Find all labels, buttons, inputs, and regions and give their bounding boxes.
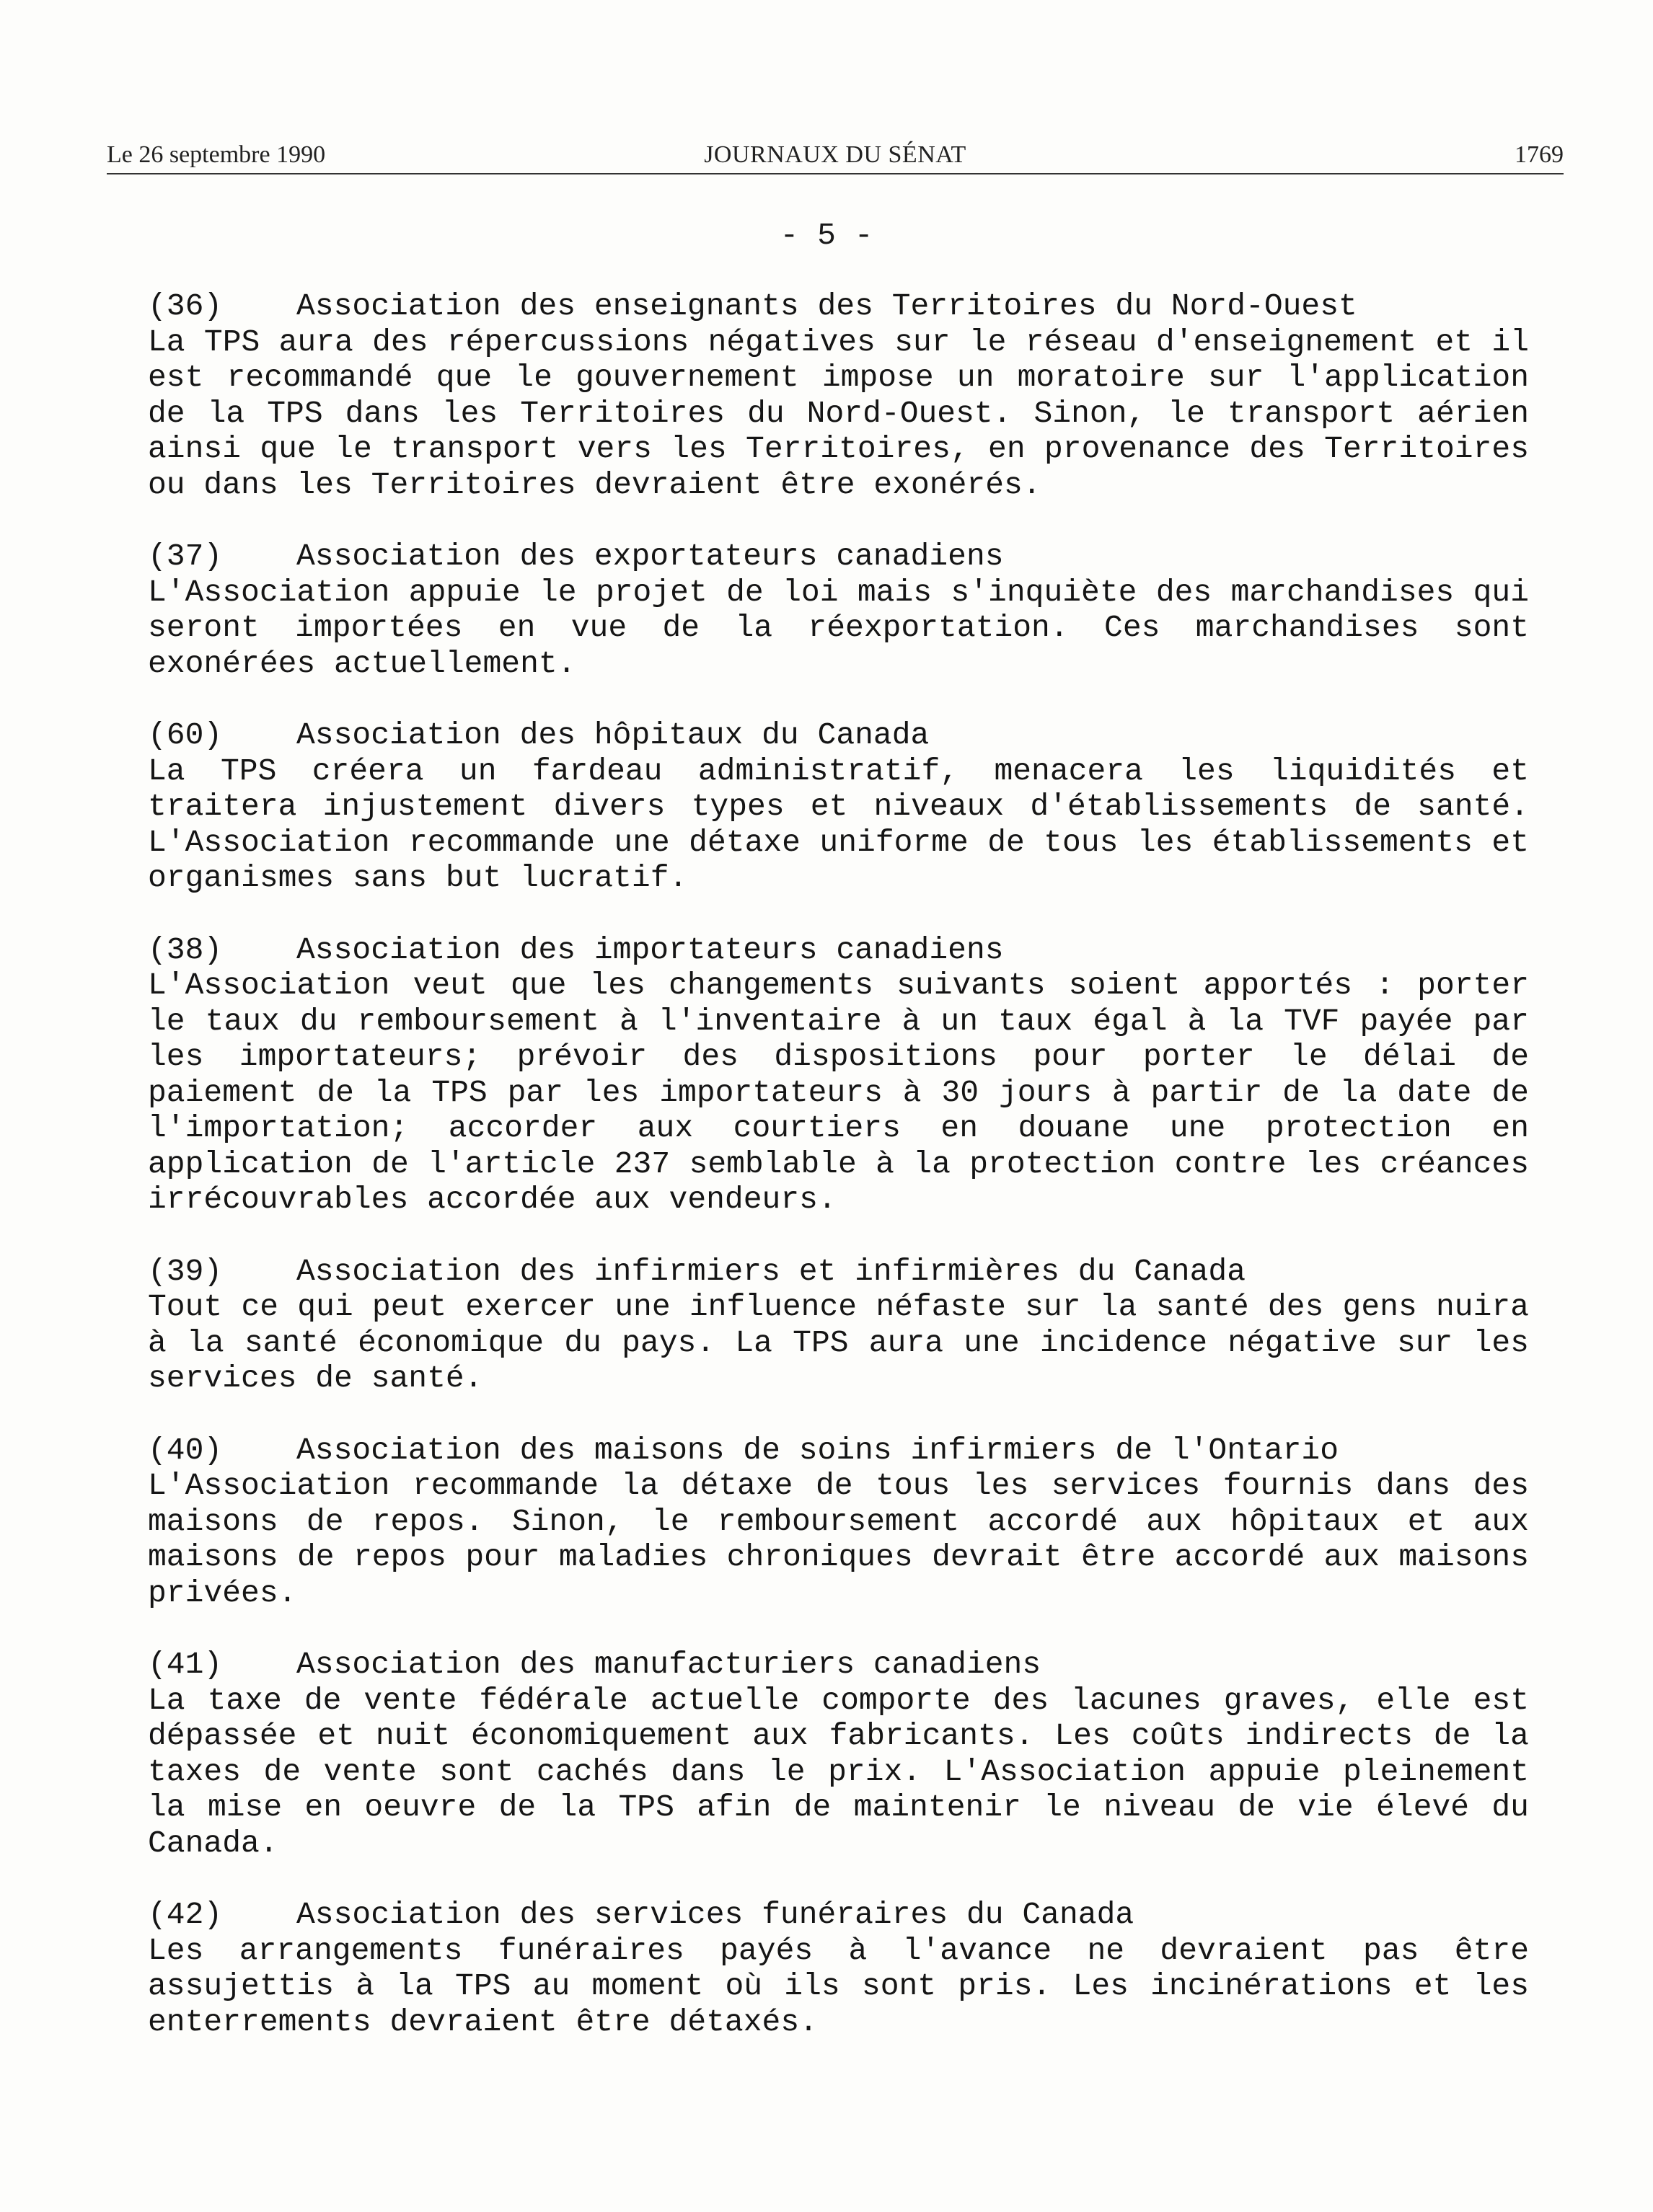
entry-heading <box>148 1433 1529 1469</box>
entry-organization: Association des hôpitaux du Canada <box>296 717 930 753</box>
entry-number: (40) <box>148 1432 223 1468</box>
entry-summary: La taxe de vente fédérale actuelle comporte des lacunes graves, elle est dépassée et nuit économiquement aux fabricants. Les coûts indirects de la taxes de vente sont cachés dans le prix. L'Association appuie pleinement la mise en oeuvre de la TPS afin de maintenir le niveau de vie élevé du Canada. <box>148 1682 1529 1861</box>
submission-entry <box>148 932 1529 1218</box>
entry-organization: Association des manufacturiers canadiens <box>296 1647 1041 1682</box>
entry-summary: La TPS créera un fardeau administratif, menacera les liquidités et traitera injustement divers types et niveaux d'établissements de santé. L'Association recommande une détaxe uniforme de tous les établissements et organismes sans but lucratif. <box>148 753 1529 895</box>
entry-heading <box>148 1647 1529 1683</box>
header-date: Le 26 septembre 1990 <box>107 141 326 168</box>
entry-number: (38) <box>148 932 223 968</box>
entry-summary: L'Association veut que les changements suivants soient apportés : porter le taux du remboursement à l'inventaire à un taux égal à la TVF payée par les importateurs; prévoir des dispositions pour porter le délai de paiement de la TPS par les importateurs à 30 jours à partir de la date de l'importation; accorder aux courtiers en douane une protection en application de l'article 237 semblable à la protection contre les créances irrécouvrables accordée aux vendeurs. <box>148 968 1529 1217</box>
entry-organization: Association des infirmiers et infirmières du Canada <box>296 1253 1246 1289</box>
entry-organization: Association des importateurs canadiens <box>296 932 1004 968</box>
entry-organization: Association des exportateurs canadiens <box>296 539 1004 574</box>
entry-heading <box>148 1897 1529 1933</box>
submission-entry <box>148 717 1529 896</box>
entry-organization: Association des maisons de soins infirmiers de l'Ontario <box>296 1432 1339 1468</box>
header-rule <box>107 173 1564 174</box>
entry-summary: L'Association appuie le projet de loi mais s'inquiète des marchandises qui seront importées en vue de la réexportation. Ces marchandises sont exonérées actuellement. <box>148 574 1529 681</box>
entry-number: (41) <box>148 1647 223 1682</box>
entry-number: (36) <box>148 288 223 324</box>
entry-heading <box>148 1254 1529 1290</box>
entry-organization: Association des enseignants des Territoires du Nord-Ouest <box>296 288 1357 324</box>
header-journal-title: JOURNAUX DU SÉNAT <box>704 141 966 168</box>
submission-entry <box>148 1433 1529 1611</box>
entry-number: (42) <box>148 1897 223 1932</box>
entry-summary: Tout ce qui peut exercer une influence néfaste sur la santé des gens nuira à la santé économique du pays. La TPS aura une incidence négative sur les services de santé. <box>148 1289 1529 1396</box>
document-body <box>148 288 1529 2076</box>
running-header <box>107 141 1564 173</box>
section-marker: - 5 - <box>780 218 873 253</box>
entry-organization: Association des services funéraires du Canada <box>296 1897 1134 1932</box>
entry-summary: La TPS aura des répercussions négatives sur le réseau d'enseignement et il est recommandé que le gouvernement impose un moratoire sur l'application de la TPS dans les Territoires du Nord-Ouest. Sinon, le transport aérien ainsi que le transport vers les Territoires, en provenance des Territoires ou dans les Territoires devraient être exonérés. <box>148 324 1529 503</box>
entry-number: (39) <box>148 1253 223 1289</box>
submission-entry <box>148 1254 1529 1397</box>
entry-summary: L'Association recommande la détaxe de tous les services fournis dans des maisons de repos. Sinon, le remboursement accordé aux hôpitaux et aux maisons de repos pour maladies chroniques devrait être accordé aux maisons privées. <box>148 1468 1529 1611</box>
header-page-number: 1769 <box>1515 141 1564 168</box>
entry-number: (37) <box>148 539 223 574</box>
entry-number: (60) <box>148 717 223 753</box>
entry-heading <box>148 288 1529 324</box>
submission-entry <box>148 1897 1529 2040</box>
entry-summary: Les arrangements funéraires payés à l'avance ne devraient pas être assujettis à la TPS au moment où ils sont pris. Les incinérations et les enterrements devraient être détaxés. <box>148 1932 1529 2040</box>
submission-entry <box>148 288 1529 503</box>
submission-entry <box>148 1647 1529 1861</box>
entry-heading <box>148 539 1529 575</box>
entry-heading <box>148 717 1529 753</box>
submission-entry <box>148 539 1529 681</box>
entry-heading <box>148 932 1529 968</box>
